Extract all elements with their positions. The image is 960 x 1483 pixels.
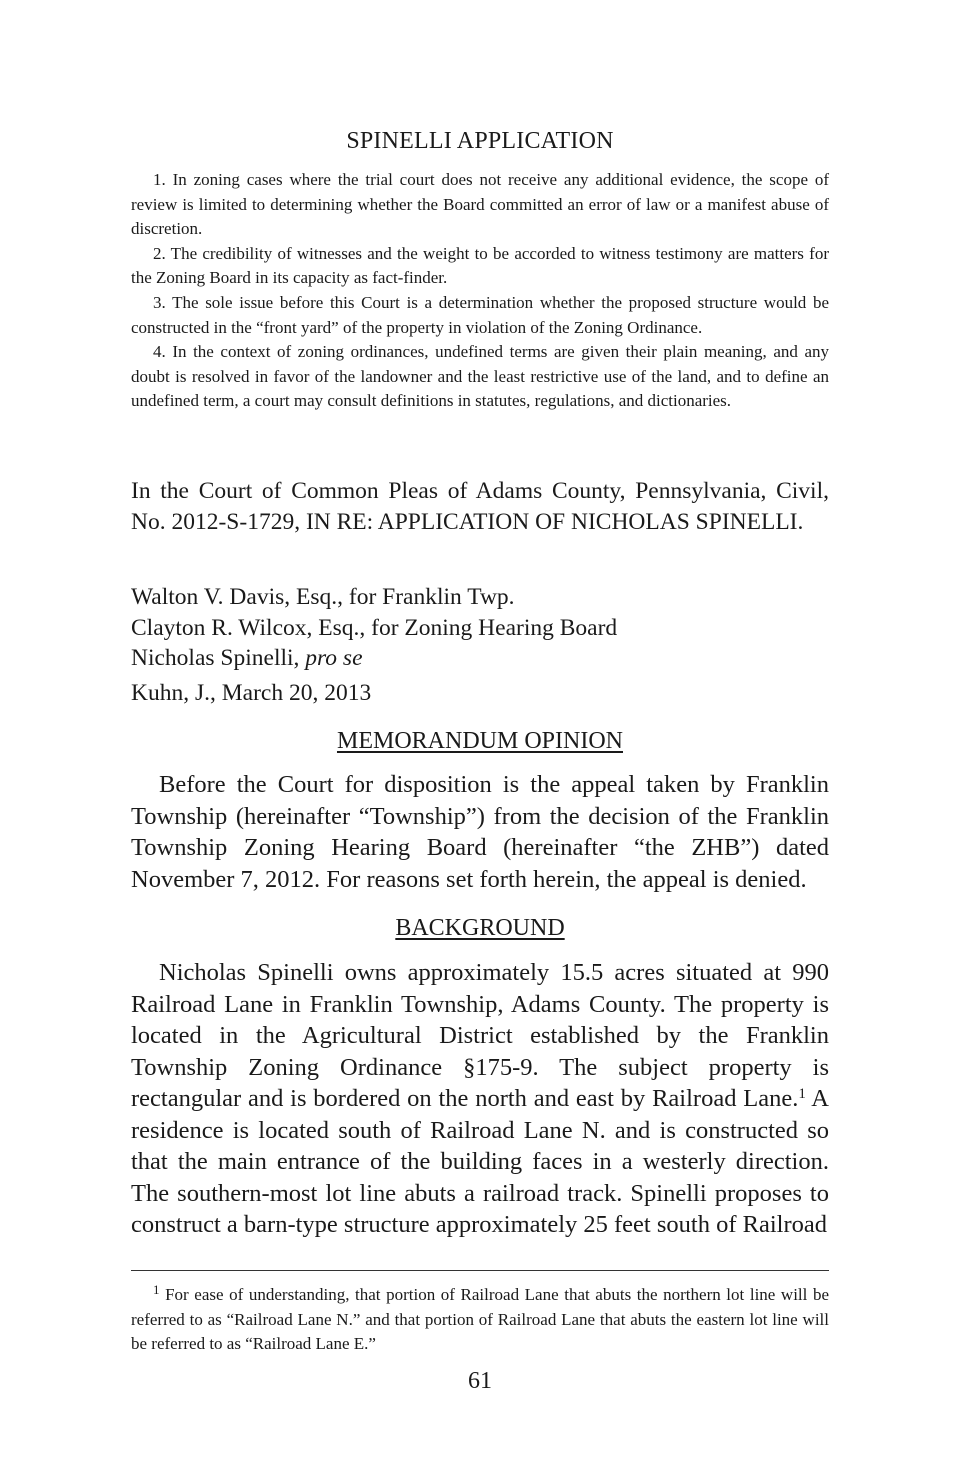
background-paragraph <box>131 957 829 1241</box>
footnote-divider <box>131 1270 829 1271</box>
headnote-1: 1. In zoning cases where the trial court does not receive any additional evidence, the scope of review is limited to determining whether the Board committed an error of law or a manifest abuse of discretion. <box>131 170 829 239</box>
background-heading-text: BACKGROUND <box>395 915 565 941</box>
footnote-reference[interactable]: 1 <box>798 1086 806 1102</box>
memorandum-paragraph: Before the Court for disposition is the appeal taken by Franklin Township (hereinafter “Township”) from the decision of the Franklin Township Zoning Hearing Board (hereinafter “the ZHB”) dated November 7, 2012. For reasons set forth herein, the appeal is denied. <box>131 771 829 893</box>
counsel-list <box>131 582 829 674</box>
counsel-township: Walton V. Davis, Esq., for Franklin Twp. <box>131 584 515 610</box>
applicant-role: pro se <box>305 645 363 671</box>
page-number: 61 <box>468 1368 492 1394</box>
headnotes <box>131 168 829 414</box>
judge-date-line: Kuhn, J., March 20, 2013 <box>131 680 372 706</box>
footnote-number: 1 <box>153 1282 160 1297</box>
applicant-name: Nicholas Spinelli, <box>131 645 306 671</box>
headnote-2: 2. The credibility of witnesses and the weight to be accorded to witness testimony are matters for the Zoning Board in its capacity as fact-finder. <box>131 243 829 288</box>
background-text-part2: A residence is located south of Railroad Lane N. and is constructed so that the main entrance of the building faces in a westerly direction. The southern-most lot line abuts a railroad track. Spinelli proposes to construct a barn-type structure approximately 25 feet south of Railroad <box>131 1085 830 1238</box>
case-caption: In the Court of Common Pleas of Adams County, Pennsylvania, Civil, No. 2012-S-1729, IN RE: APPLICATION OF NICHOLAS SPINELLI. <box>131 478 829 535</box>
memorandum-heading <box>131 728 829 755</box>
headnote-3: 3. The sole issue before this Court is a determination whether the proposed structure would be constructed in the “front yard” of the property in violation of the Zoning Ordinance. <box>131 292 829 337</box>
memorandum-heading-text: MEMORANDUM OPINION <box>336 728 623 754</box>
footnote <box>131 1283 829 1357</box>
footnote-text: For ease of understanding, that portion of Railroad Lane that abuts the northern lot line will be referred to as “Railroad Lane N.” and that portion of Railroad Lane that abuts the eastern lot line will be referred to as “Railroad Lane E.” <box>131 1285 829 1353</box>
counsel-applicant <box>131 643 829 674</box>
background-text-part1: Nicholas Spinelli owns approximately 15.5 acres situated at 990 Railroad Lane in Franklin Township, Adams County. The property is located in the Agricultural District established by the Franklin Township Zoning Ordinance §175-9. The subject property is rectangular and is bordered on the north and east by Railroad Lane. <box>131 959 829 1112</box>
background-heading <box>131 915 829 942</box>
headnote-4: 4. In the context of zoning ordinances, undefined terms are given their plain meaning, and any doubt is resolved in favor of the landowner and the least restrictive use of the land, and to define an undefined term, a court may consult definitions in statutes, regulations, and dictionaries. <box>131 342 829 411</box>
running-head: SPINELLI APPLICATION <box>346 128 614 154</box>
counsel-board: Clayton R. Wilcox, Esq., for Zoning Hearing Board <box>131 614 618 641</box>
